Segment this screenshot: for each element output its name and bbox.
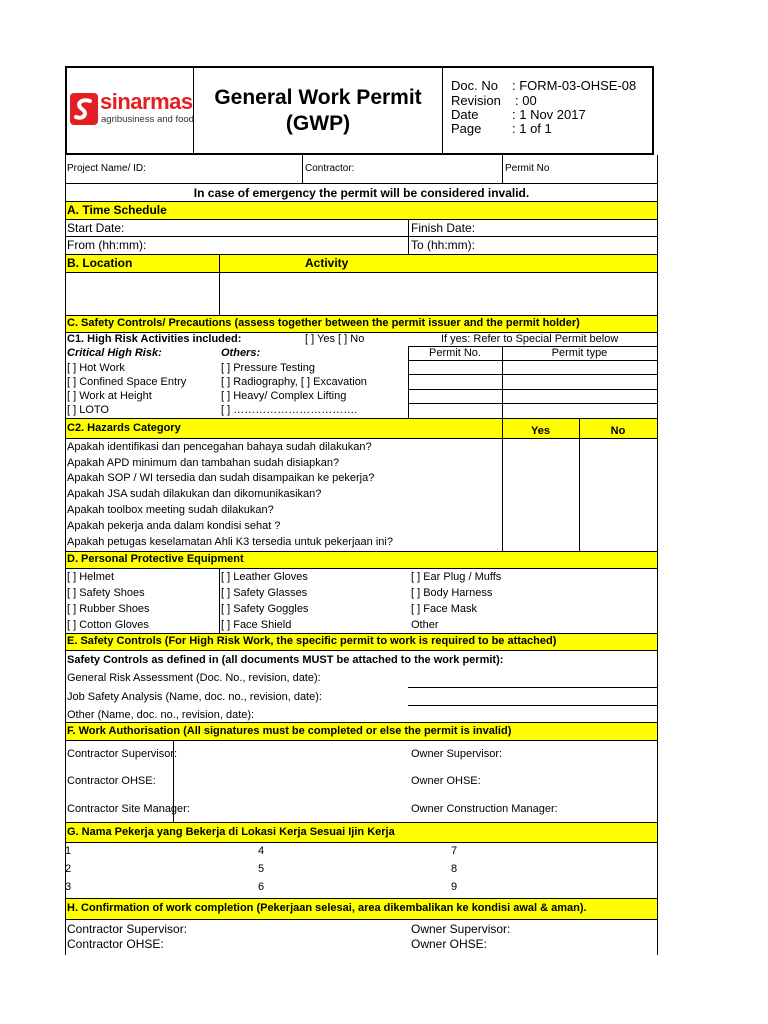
risk-assessment-label: General Risk Assessment (Doc. No., revision, date): <box>67 672 321 684</box>
hazard-question: Apakah APD minimum dan tambahan sudah disiapkan? <box>67 457 340 469</box>
owner-ohse-signature[interactable]: Owner OHSE: <box>411 775 481 787</box>
helmet-checkbox[interactable]: [ ] Helmet <box>67 571 115 583</box>
date-value: : 1 Nov 2017 <box>512 107 586 122</box>
contractor-field[interactable]: Contractor: <box>305 163 355 174</box>
hazard-no-checkbox-column[interactable] <box>580 439 656 550</box>
hazard-question: Apakah toolbox meeting sudah dilakukan? <box>67 504 274 516</box>
face-mask-checkbox[interactable]: [ ] Face Mask <box>411 603 478 615</box>
emergency-note: In case of emergency the permit will be considered invalid. <box>193 186 530 200</box>
c1-title: C1. High Risk Activities included: <box>67 333 242 345</box>
leather-gloves-checkbox[interactable]: [ ] Leather Gloves <box>221 571 308 583</box>
hazard-question: Apakah JSA sudah dilakukan dan dikomunikasikan? <box>67 488 322 500</box>
title-line-1: General Work Permit <box>214 86 422 109</box>
work-at-height-checkbox[interactable]: [ ] Work at Height <box>67 390 152 402</box>
section-a-title: A. Time Schedule <box>67 203 167 217</box>
from-time-field[interactable]: From (hh:mm): <box>67 238 147 252</box>
if-yes-note: If yes: Refer to Special Permit below <box>441 333 619 345</box>
sinarmas-logo-icon <box>70 93 98 125</box>
heavy-lifting-checkbox[interactable]: [ ] Heavy/ Complex Lifting <box>221 390 347 402</box>
revision-label: Revision <box>451 93 501 108</box>
section-e-title: E. Safety Controls (For High Risk Work, the specific permit to work is required to be attached) <box>67 635 557 647</box>
yes-column-header: Yes <box>531 425 550 437</box>
contractor-ohse-signature[interactable]: Contractor OHSE: <box>67 775 156 787</box>
section-g-title: G. Nama Pekerja yang Bekerja di Lokasi Kerja Sesuai Ijin Kerja <box>67 826 395 838</box>
risk-assessment-input[interactable] <box>408 687 658 688</box>
section-f-title: F. Work Authorisation (All signatures must be completed or else the permit is invalid) <box>67 725 512 737</box>
logo-name: sinarmas <box>100 89 193 114</box>
no-column-header: No <box>610 425 626 437</box>
to-time-field[interactable]: To (hh:mm): <box>411 238 476 252</box>
section-c-title: C. Safety Controls/ Precautions (assess together between the permit issuer and the permit holder) <box>67 317 580 329</box>
worker-name-field[interactable]: 3 <box>65 881 72 893</box>
pressure-testing-checkbox[interactable]: [ ] Pressure Testing <box>221 362 315 374</box>
high-risk-yes-no-checkbox[interactable]: [ ] Yes [ ] No <box>305 333 365 345</box>
hazard-question: Apakah SOP / WI tersedia dan sudah disampaikan ke pekerja? <box>67 472 375 484</box>
hazard-question: Apakah pekerja anda dalam kondisi sehat ? <box>67 520 281 532</box>
body-harness-checkbox[interactable]: [ ] Body Harness <box>411 587 493 599</box>
doc-no-value: : FORM-03-OHSE-08 <box>512 78 637 93</box>
worker-name-field[interactable]: 6 <box>258 881 265 893</box>
worker-name-field[interactable]: 5 <box>258 863 265 875</box>
confined-space-checkbox[interactable]: [ ] Confined Space Entry <box>67 376 187 388</box>
location-field[interactable] <box>66 273 218 314</box>
face-shield-checkbox[interactable]: [ ] Face Shield <box>221 619 292 631</box>
project-name-field[interactable]: Project Name/ ID: <box>67 163 146 174</box>
completion-owner-ohse[interactable]: Owner OHSE: <box>411 937 488 951</box>
safety-shoes-checkbox[interactable]: [ ] Safety Shoes <box>67 587 145 599</box>
safety-glasses-checkbox[interactable]: [ ] Safety Glasses <box>221 587 308 599</box>
sinarmas-logo <box>70 89 194 130</box>
other-ppe-field[interactable]: Other <box>411 619 439 631</box>
worker-name-field[interactable]: 2 <box>65 863 72 875</box>
loto-checkbox[interactable]: [ ] LOTO <box>67 404 109 416</box>
page-label: Page <box>451 121 482 136</box>
completion-contractor-supervisor[interactable]: Contractor Supervisor: <box>67 922 188 936</box>
form-title <box>194 85 442 137</box>
doc-no-label: Doc. No <box>451 78 498 93</box>
completion-contractor-ohse[interactable]: Contractor OHSE: <box>67 937 164 951</box>
radiography-excavation-checkbox[interactable]: [ ] Radiography, [ ] Excavation <box>221 376 367 388</box>
critical-high-risk-label: Critical High Risk: <box>67 347 162 359</box>
others-label: Others: <box>221 347 261 359</box>
revision-value: : 00 <box>515 93 537 108</box>
activity-label: Activity <box>305 256 349 270</box>
cotton-gloves-checkbox[interactable]: [ ] Cotton Gloves <box>67 619 149 631</box>
jsa-label: Job Safety Analysis (Name, doc. no., revision, date): <box>67 691 322 703</box>
other-activity-checkbox[interactable]: [ ] ……………………………. <box>221 404 358 416</box>
jsa-input[interactable] <box>408 705 658 706</box>
owner-supervisor-signature[interactable]: Owner Supervisor: <box>411 748 503 760</box>
section-d-title: D. Personal Protective Equipment <box>67 553 244 565</box>
start-date-field[interactable]: Start Date: <box>67 221 125 235</box>
permit-no-column-header: Permit No. <box>429 347 481 359</box>
date-label: Date <box>451 107 479 122</box>
title-line-2: (GWP) <box>285 112 351 135</box>
worker-name-field[interactable]: 8 <box>451 863 458 875</box>
logo-tagline: agribusiness and food <box>101 114 194 125</box>
permit-type-column-header: Permit type <box>551 347 608 359</box>
owner-construction-manager-signature[interactable]: Owner Construction Manager: <box>411 803 558 815</box>
completion-owner-supervisor[interactable]: Owner Supervisor: <box>411 922 511 936</box>
c2-title: C2. Hazards Category <box>67 422 181 434</box>
worker-name-field[interactable]: 9 <box>451 881 458 893</box>
hazard-question: Apakah identifikasi dan pencegahan bahaya sudah dilakukan? <box>67 441 372 453</box>
page-value: : 1 of 1 <box>512 121 552 136</box>
section-b-title: B. Location <box>67 256 133 270</box>
worker-name-field[interactable]: 1 <box>65 845 72 857</box>
activity-field[interactable] <box>220 273 656 314</box>
worker-name-field[interactable]: 4 <box>258 845 265 857</box>
finish-date-field[interactable]: Finish Date: <box>411 221 476 235</box>
ear-plug-checkbox[interactable]: [ ] Ear Plug / Muffs <box>411 571 502 583</box>
other-doc-label: Other (Name, doc. no., revision, date): <box>67 709 255 721</box>
contractor-site-manager-signature[interactable]: Contractor Site Manager: <box>67 803 190 815</box>
section-e-subtitle: Safety Controls as defined in (all documents MUST be attached to the work permit): <box>67 654 504 666</box>
worker-name-field[interactable]: 7 <box>451 845 458 857</box>
hot-work-checkbox[interactable]: [ ] Hot Work <box>67 362 125 374</box>
contractor-supervisor-signature[interactable]: Contractor Supervisor: <box>67 748 178 760</box>
rubber-shoes-checkbox[interactable]: [ ] Rubber Shoes <box>67 603 150 615</box>
safety-goggles-checkbox[interactable]: [ ] Safety Goggles <box>221 603 309 615</box>
hazard-yes-checkbox-column[interactable] <box>503 439 578 550</box>
permit-no-field[interactable]: Permit No <box>505 163 550 174</box>
hazard-question: Apakah petugas keselamatan Ahli K3 tersedia untuk pekerjaan ini? <box>67 536 393 548</box>
section-h-title: H. Confirmation of work completion (Pekerjaan selesai, area dikembalikan ke kondisi awal & aman). <box>67 902 587 914</box>
